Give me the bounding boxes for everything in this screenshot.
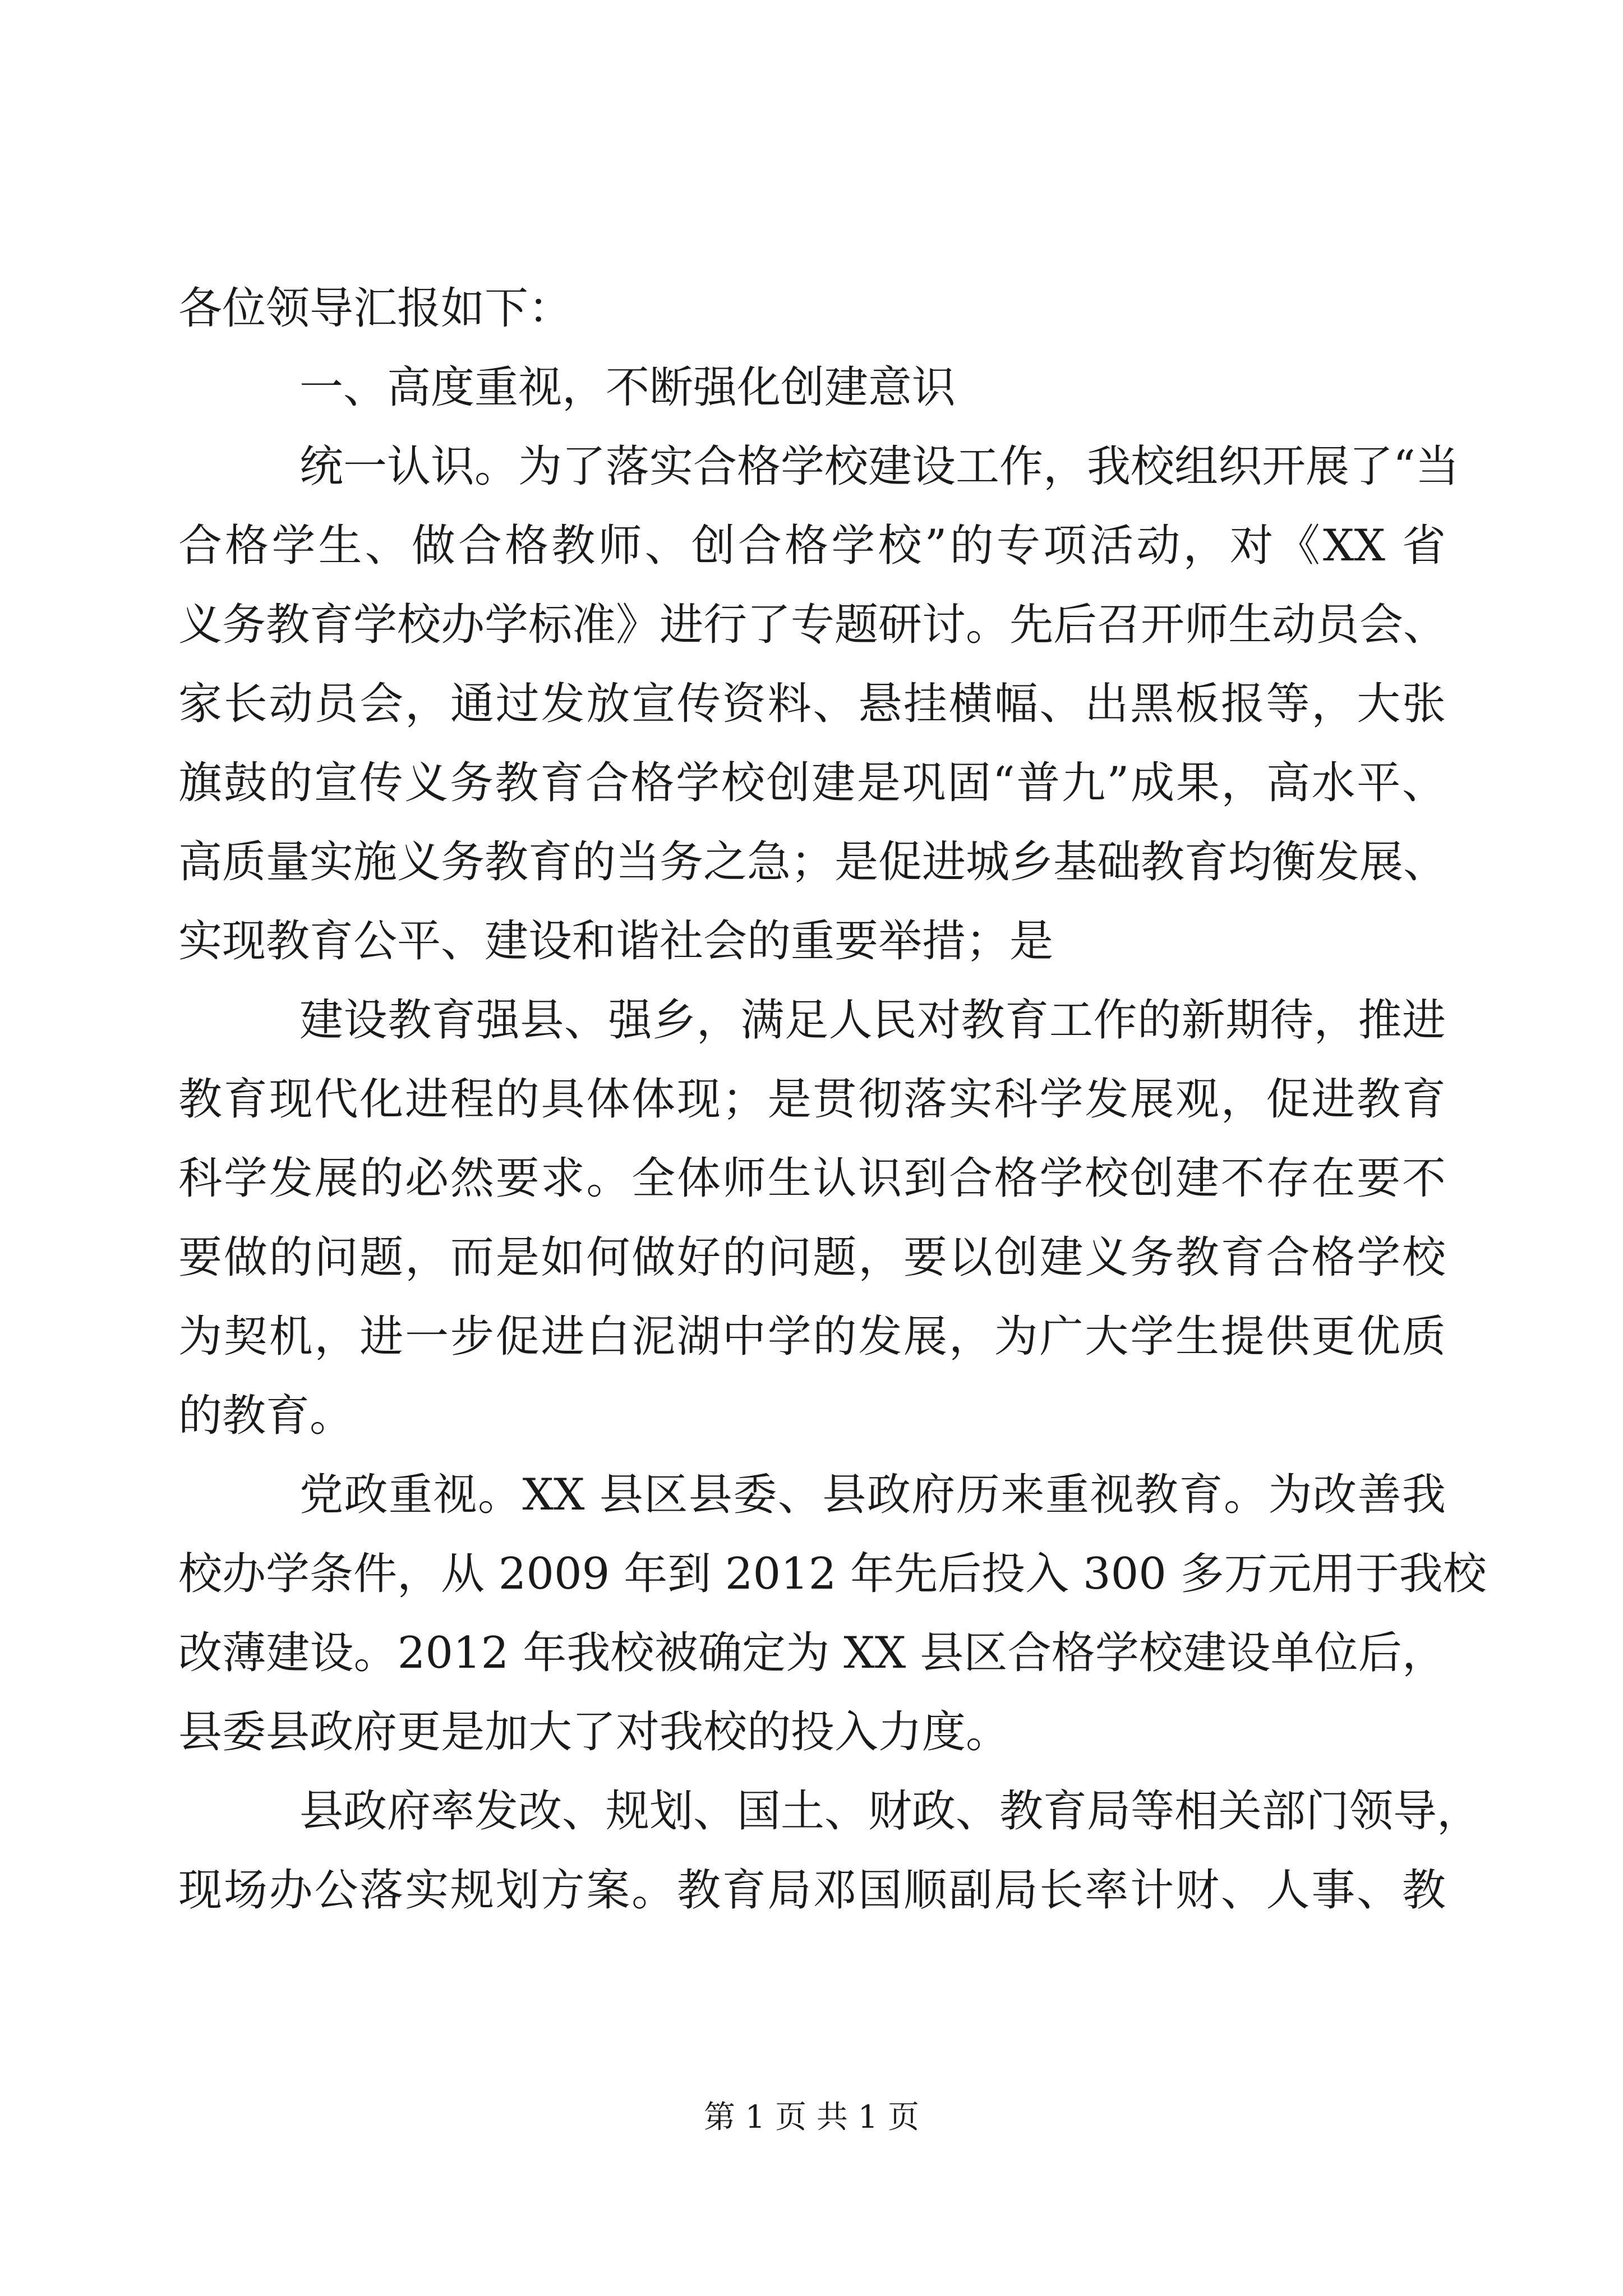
paragraph-line: 家长动员会，通过发放宣传资料、悬挂横幅、出黑板报等，大张	[178, 679, 1446, 729]
paragraph-line: 校办学条件，从 2009 年到 2012 年先后投入 300 多万元用于我校	[178, 1549, 1487, 1599]
paragraph-line: 科学发展的必然要求。全体师生认识到合格学校创建不存在要不	[178, 1153, 1446, 1204]
paragraph-line: 教育现代化进程的具体体现；是贯彻落实科学发展观，促进教育	[178, 1074, 1446, 1125]
text-line: 各位领导汇报如下：	[178, 283, 573, 334]
paragraph-line: 建设教育强县、强乡，满足人民对教育工作的新期待，推进	[299, 995, 1446, 1046]
document-body	[178, 269, 1487, 1930]
section-heading: 一、高度重视，不断强化创建意识	[299, 362, 956, 413]
paragraph-line: 现场办公落实规划方案。教育局邓国顺副局长率计财、人事、教	[178, 1865, 1446, 1916]
paragraph-line: 旗鼓的宣传义务教育合格学校创建是巩固“普九”成果，高水平、	[178, 758, 1446, 808]
paragraph-line: 合格学生、做合格教师、创合格学校”的专项活动，对《XX 省	[178, 521, 1446, 571]
paragraph-line: 的教育。	[178, 1391, 354, 1441]
paragraph-line: 为契机，进一步促进白泥湖中学的发展，为广大学生提供更优质	[178, 1312, 1446, 1362]
paragraph-line: 要做的问题，而是如何做好的问题，要以创建义务教育合格学校	[178, 1232, 1446, 1283]
paragraph-line: 实现教育公平、建设和谐社会的重要举措；是	[178, 916, 1054, 967]
paragraph-line: 高质量实施义务教育的当务之急；是促进城乡基础教育均衡发展、	[178, 837, 1447, 887]
paragraph-line: 统一认识。为了落实合格学校建设工作，我校组织开展了“当	[299, 441, 1459, 492]
paragraph-line: 改薄建设。2012 年我校被确定为 XX 县区合格学校建设单位后，	[178, 1628, 1446, 1678]
page-footer: 第 1 页 共 1 页	[703, 2099, 920, 2136]
paragraph-line: 党政重视。XX 县区县委、县政府历来重视教育。为改善我	[299, 1470, 1446, 1520]
paragraph-line: 县政府率发改、规划、国土、财政、教育局等相关部门领导，	[299, 1786, 1481, 1837]
paragraph-line: 义务教育学校办学标准》进行了专题研讨。先后召开师生动员会、	[178, 600, 1447, 650]
paragraph-line: 县委县政府更是加大了对我校的投入力度。	[178, 1707, 1010, 1757]
